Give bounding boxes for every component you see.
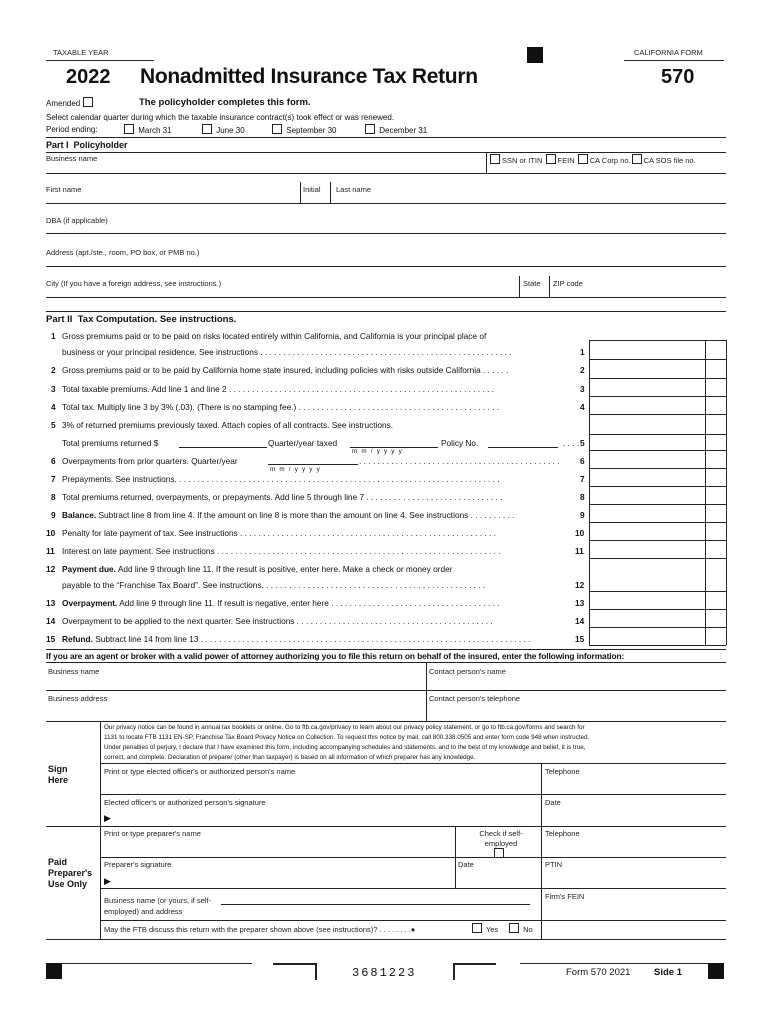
line-6-dots: . . . . . . . . . . . . . . . . . . . . . . . . . . . . . . . . . . . . . . . . . . . . <box>359 456 560 466</box>
officer-name-label: Print or type elected officer's or authorized person's name <box>104 767 296 776</box>
line-10-text: Penalty for late payment of tax. See instructions . . . . . . . . . . . . . . . . . . . . . . . . . . . . . . . . . . . . . . . . . . . . . . . . . . . . . . . . <box>62 528 496 538</box>
last-name-label: Last name <box>336 185 372 194</box>
line-1-text-b: business or your principal residence. See instructions . . . . . . . . . . . . . . . . . . . . . . . . . . . . . . . . . . . . . . . . . . . . . . . . . . . . . . . <box>62 347 512 357</box>
amended-checkbox[interactable] <box>83 97 93 107</box>
ptin-label: PTIN <box>545 860 563 869</box>
perjury-declaration-1: Under penalties of perjury, I declare that I have examined this form, including accompanying schedules and statements, and to the best of my knowledge and belief, it is true, <box>104 744 586 751</box>
line-6-date-hint: m m / y y y y <box>270 466 321 473</box>
line-5-ref: 5 <box>580 438 585 448</box>
officer-telephone-label: Telephone <box>545 767 580 776</box>
footer-form-id: Form 570 2021 <box>566 967 631 978</box>
firm-name-label: Business name (or yours, if self-employed) and address <box>104 896 212 916</box>
line-9-ref: 9 <box>580 510 585 520</box>
line-13-number: 13 <box>46 598 56 608</box>
part1-heading: Part I Policyholder <box>46 140 128 150</box>
line-8-amount[interactable] <box>590 487 705 503</box>
preparer-name-label: Print or type preparer's name <box>104 829 201 838</box>
state-label: State <box>523 279 541 288</box>
address-label: Address (apt./ste., room, PO box, or PMB no.) <box>46 248 200 257</box>
line-5-quarter-label: Quarter/year taxed <box>268 438 338 448</box>
firm-fein-label: Firm's FEIN <box>545 892 585 901</box>
officer-date-label: Date <box>545 798 561 807</box>
line-14-text: Overpayment to be applied to the next quarter. See instructions . . . . . . . . . . . . . . . . . . . . . . . . . . . . . . . . . . . . . . . . . . . <box>62 616 493 626</box>
line-5-premiums-label: Total premiums returned $ <box>62 438 159 448</box>
line-3-text: Total taxable premiums. Add line 1 and line 2 . . . . . . . . . . . . . . . . . . . . . . . . . . . . . . . . . . . . . . . . . . . . . . . . . . . . . . . . . . <box>62 384 495 394</box>
dba-label: DBA (if applicable) <box>46 216 108 225</box>
line-6-text: Overpayments from prior quarters. Quarter/year <box>62 456 238 466</box>
line-5-text: 3% of returned premiums previously taxed. Attach copies of all contracts. See instructions. <box>62 420 394 430</box>
line-11-number: 11 <box>46 546 55 556</box>
perjury-declaration-2: correct, and complete. Declaration of preparer (other than taxpayer) is based on all information of which preparer has any knowledge. <box>104 754 476 761</box>
line-5-date-hint: m m / y y y y <box>352 448 403 455</box>
business-name-label: Business name <box>46 154 98 163</box>
line-4-amount[interactable] <box>590 397 705 413</box>
line-9-amount[interactable] <box>590 505 705 521</box>
line-15-number: 15 <box>46 634 56 644</box>
line-5-policy-label: Policy No. <box>441 438 479 448</box>
calendar-note: Select calendar quarter during which the taxable insurance contract(s) took effect or was renewed. <box>46 113 395 122</box>
line-1-amount[interactable] <box>590 341 705 358</box>
footer-registration-mark-left <box>46 963 62 979</box>
line-15-ref: 15 <box>575 634 585 644</box>
line-9-number: 9 <box>51 510 56 520</box>
period-september[interactable]: September 30 <box>271 124 337 135</box>
contact-phone-label: Contact person's telephone <box>429 694 521 703</box>
line-5-number: 5 <box>51 420 56 430</box>
period-june[interactable]: June 30 <box>201 124 245 135</box>
initial-label: Initial <box>303 185 321 194</box>
form-title: Nonadmitted Insurance Tax Return <box>140 65 478 88</box>
line-4-ref: 4 <box>580 402 585 412</box>
sign-arrow-icon: ▶ <box>104 813 111 823</box>
line-8-ref: 8 <box>580 492 585 502</box>
line-5-amount[interactable] <box>590 435 705 449</box>
line-14-number: 14 <box>46 616 56 626</box>
self-employed-label: Check if self-employed <box>479 829 523 848</box>
preparer-date-label: Date <box>458 860 474 869</box>
line-12-amount[interactable] <box>590 575 705 590</box>
policyholder-note: The policyholder completes this form. <box>139 97 311 108</box>
part2-heading: Part II Tax Computation. See instructions. <box>46 314 237 325</box>
line-6-number: 6 <box>51 456 56 466</box>
line-7-amount[interactable] <box>590 469 705 485</box>
line-2-text: Gross premiums paid or to be paid by California home state insured, including policies with risks outside California . . . . . . <box>62 365 509 375</box>
period-december[interactable]: December 31 <box>364 124 427 135</box>
ssn-checkbox[interactable] <box>490 154 500 164</box>
agent-business-name-label: Business name <box>48 667 100 676</box>
line-15-text: Refund. Subtract line 14 from line 13 . . . . . . . . . . . . . . . . . . . . . . . . . . . . . . . . . . . . . . . . . . . . . . . . . . . . . . . . . . . . . . . . . . . . . . . . <box>62 634 531 644</box>
registration-mark <box>527 47 543 63</box>
line-1-text-a: Gross premiums paid or to be paid on risks located entirely within California, and California is your principal place of <box>62 331 487 341</box>
line-10-number: 10 <box>46 528 56 538</box>
footer-side: Side 1 <box>654 967 682 978</box>
line-14-ref: 14 <box>575 616 585 626</box>
line-11-ref: 11 <box>575 546 584 556</box>
form-label: CALIFORNIA FORM <box>634 48 703 57</box>
amended-label: Amended <box>46 97 95 108</box>
preparer-signature-label: Preparer's signature <box>104 860 172 869</box>
line-9-text: Balance. Subtract line 8 from line 4. If the amount on line 8 is more than the amount on line 4. See instructions . . . . . . . . . . <box>62 510 515 520</box>
line-1-number: 1 <box>51 331 56 341</box>
discuss-yes-option[interactable]: Yes <box>471 923 498 934</box>
period-label: Period ending: <box>46 125 98 134</box>
line-15-amount[interactable] <box>590 628 705 644</box>
line-2-ref: 2 <box>580 365 585 375</box>
line-1-ref: 1 <box>580 347 585 357</box>
privacy-notice-1: Our privacy notice can be found in annual tax booklets or online. Go to ftb.ca.gov/privacy to learn about our privacy policy statement, or go to ftb.ca.gov/forms and search for <box>104 724 585 731</box>
line-4-text: Total tax. Multiply line 3 by 3% (.03). (There is no stamping fee.) . . . . . . . . . . . . . . . . . . . . . . . . . . . . . . . . . . . . . . . . . . . . <box>62 402 500 412</box>
line-11-text: Interest on late payment. See instructions . . . . . . . . . . . . . . . . . . . . . . . . . . . . . . . . . . . . . . . . . . . . . . . . . . . . . . . . . . . . . . <box>62 546 501 556</box>
agent-business-address-label: Business address <box>48 694 108 703</box>
tax-year: 2022 <box>66 66 111 88</box>
line-2-amount[interactable] <box>590 360 705 377</box>
line-8-number: 8 <box>51 492 56 502</box>
fein-checkbox[interactable] <box>546 154 556 164</box>
line-6-ref: 6 <box>580 456 585 466</box>
line-7-text: Prepayments. See instructions. . . . . . . . . . . . . . . . . . . . . . . . . . . . . . . . . . . . . . . . . . . . . . . . . . . . . . . . . . . . . . . . . . . . . . . <box>62 474 500 484</box>
line-11-amount[interactable] <box>590 541 705 557</box>
line-8-text: Total premiums returned, overpayments, or prepayments. Add line 5 through line 7 . . . . . . . . . . . . . . . . . . . . . . . . . . . . . . <box>62 492 503 502</box>
discuss-question: May the FTB discuss this return with the preparer shown above (see instructions)? . . . . . . . .● <box>104 925 416 934</box>
line-10-ref: 10 <box>575 528 585 538</box>
city-label: City (If you have a foreign address, see instructions.) <box>46 279 222 288</box>
zip-label: ZIP code <box>553 279 583 288</box>
line-12-text-b: payable to the “Franchise Tax Board”. See instructions. . . . . . . . . . . . . . . . . . . . . . . . . . . . . . . . . . . . . . . . . . . . . . . . . <box>62 580 486 590</box>
line-7-ref: 7 <box>580 474 585 484</box>
preparer-arrow-icon: ▶ <box>104 876 111 886</box>
period-march[interactable]: March 31 <box>123 124 172 135</box>
ca-corp-checkbox[interactable] <box>578 154 588 164</box>
sign-here-label: Sign Here <box>48 764 69 785</box>
line-4-number: 4 <box>51 402 56 412</box>
officer-signature-label: Elected officer's or authorized person's signature <box>104 798 266 807</box>
line-3-number: 3 <box>51 384 56 394</box>
agent-heading: If you are an agent or broker with a valid power of attorney authorizing you to file this return on behalf of the insured, enter the following information: <box>46 651 625 661</box>
line-10-amount[interactable] <box>590 523 705 539</box>
line-3-amount[interactable] <box>590 379 705 395</box>
taxable-year-label: TAXABLE YEAR <box>53 48 109 57</box>
line-12-ref: 12 <box>575 580 585 590</box>
line-14-amount[interactable] <box>590 610 705 626</box>
line-13-text: Overpayment. Add line 9 through line 11. If result is negative, enter here . . . . . . . . . . . . . . . . . . . . . . . . . . . . . . . . . . . . . <box>62 598 500 608</box>
footer-registration-mark-right <box>708 963 724 979</box>
officer-signature-field[interactable] <box>116 808 536 825</box>
line-7-number: 7 <box>51 474 56 484</box>
line-13-ref: 13 <box>575 598 585 608</box>
preparer-telephone-label: Telephone <box>545 829 580 838</box>
line-12-number: 12 <box>46 564 56 574</box>
line-6-amount[interactable] <box>590 451 705 467</box>
preparer-signature-field[interactable] <box>116 871 451 887</box>
id-type-options: SSN or ITIN FEIN CA Corp no. CA SOS file no. <box>489 154 696 165</box>
line-3-ref: 3 <box>580 384 585 394</box>
first-name-label: First name <box>46 185 82 194</box>
form-barcode-number: 3681223 <box>352 966 417 980</box>
form-number: 570 <box>661 66 695 88</box>
privacy-notice-2: 1131 to locate FTB 1131 EN-SP, Franchise Tax Board Privacy Notice on Collection. To request this notice by mail, call 800.338.0505 and enter form code 948 when instructed. <box>104 734 590 741</box>
line-2-number: 2 <box>51 365 56 375</box>
line-12-text-a: Payment due. Add line 9 through line 11. If the result is positive, enter here. Make a check or money order <box>62 564 453 574</box>
discuss-no-option[interactable]: No <box>508 923 533 934</box>
line-5-dots: . . . . <box>563 438 580 448</box>
line-13-amount[interactable] <box>590 592 705 608</box>
ca-sos-checkbox[interactable] <box>632 154 642 164</box>
paid-preparer-label: Paid Preparer's Use Only <box>48 857 93 889</box>
contact-name-label: Contact person's name <box>429 667 506 676</box>
